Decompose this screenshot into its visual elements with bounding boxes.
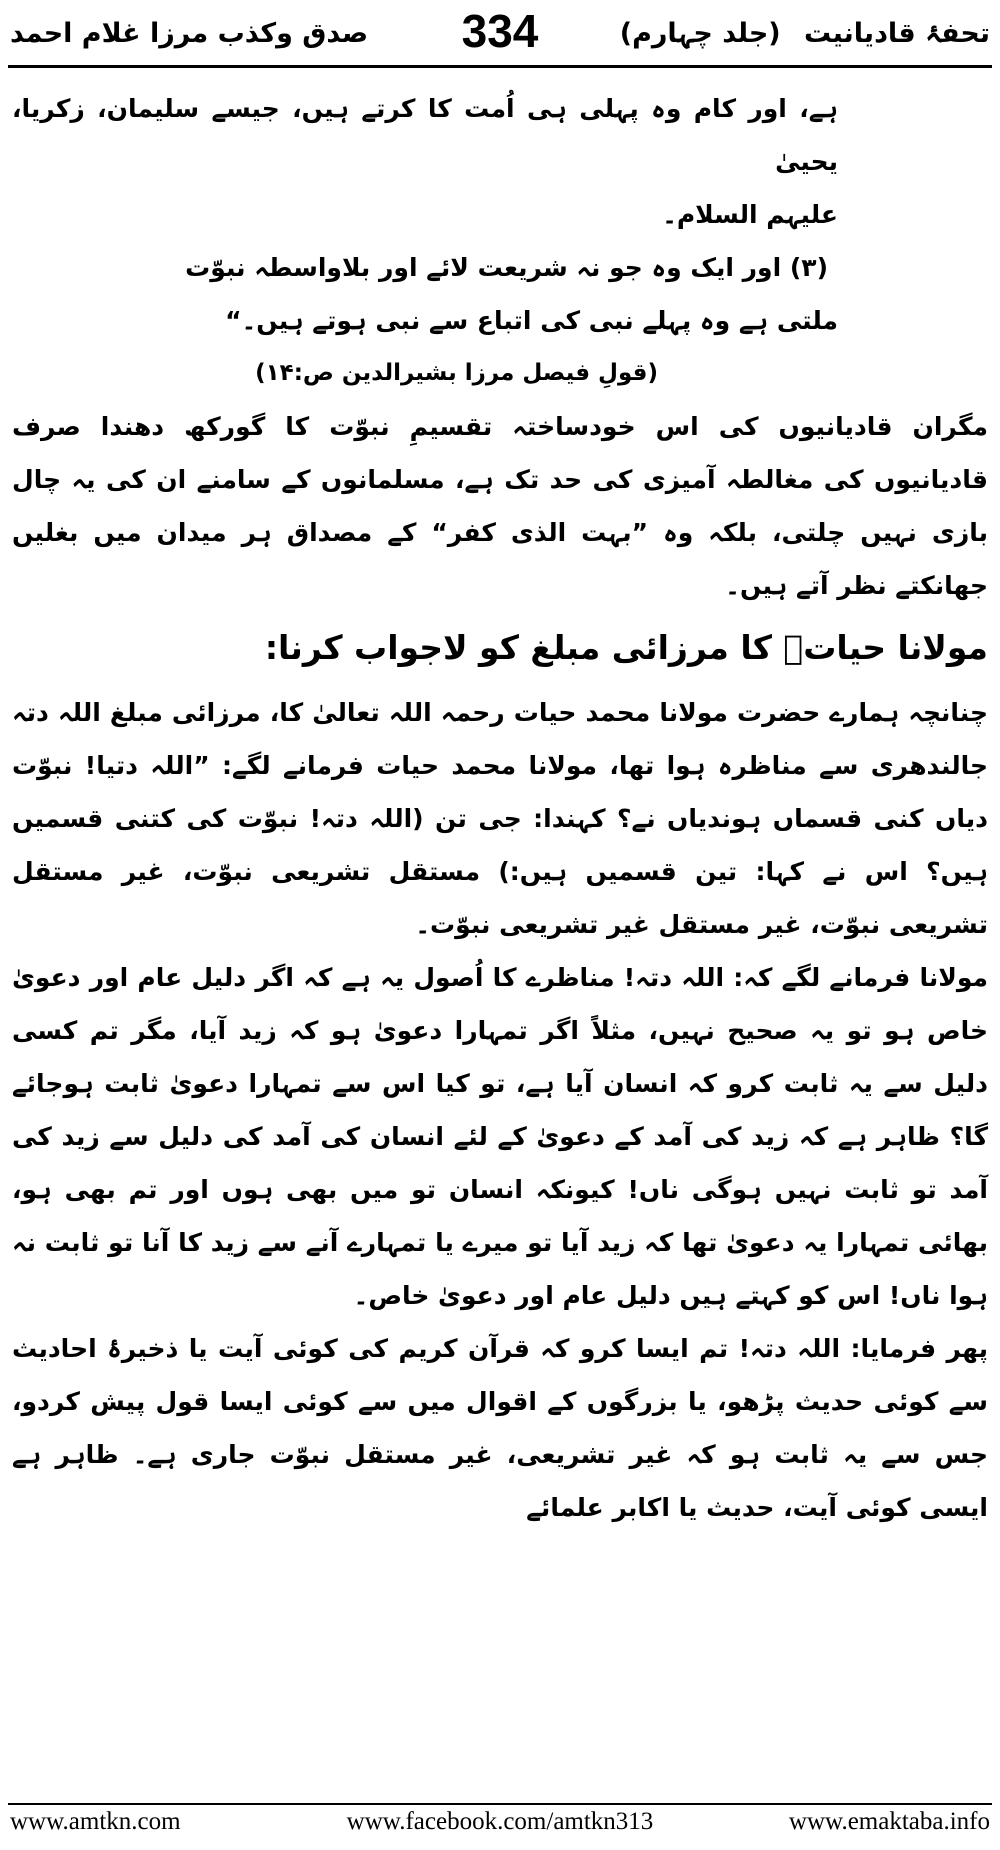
subheading: مولانا حیاتؒ کا مرزائی مبلغ کو لاجواب کرنا:: [264, 628, 988, 667]
footer-link-facebook[interactable]: www.facebook.com/amtkn313: [346, 1808, 654, 1835]
citation: (قولِ فیصل مرزا بشیرالدین ص:۱۴): [255, 360, 658, 386]
section-title: صدق وکذب مرزا غلام احمد: [10, 18, 369, 49]
book-title: تحفۂ قادیانیت: [804, 18, 990, 49]
quoted-block: [12, 82, 988, 400]
page-number: 334: [461, 5, 539, 57]
page-content: [12, 82, 988, 1534]
footer-link-amtkn[interactable]: www.amtkn.com: [10, 1808, 181, 1835]
footer-divider: [8, 1803, 992, 1805]
footer-link-emaktaba[interactable]: www.emaktaba.info: [788, 1808, 990, 1835]
quote-line: ملتی ہے وہ پہلے نبی کی اتباع سے نبی ہوتے ہیں۔“: [225, 306, 838, 335]
paragraph: مگران قادیانیوں کی اس خودساختہ تقسیمِ نبوّت کا گورکھ دھندا صرف قادیانیوں کی مغالطہ آمیزی کی حد تک ہے، مسلمانوں کے سامنے ان کی یہ چال بازی نہیں چلتی، بلکہ وہ ”بہت الذی کفر“ کے مصداق ہر میدان میں بغلیں جھانکتے نظر آتے ہیں۔: [12, 412, 988, 600]
header-divider: [8, 65, 992, 68]
page-header: [10, 5, 990, 60]
quote-line: علیہم السلام۔: [662, 200, 838, 229]
paragraph: مولانا فرمانے لگے کہ: اللہ دتہ! مناظرے کا اُصول یہ ہے کہ اگر دلیل عام اور دعویٰ خاص ہو تو یہ صحیح نہیں، مثلاً اگر تمہارا دعویٰ ہو کہ زید آیا، مگر تم کسی دلیل سے یہ ثابت کرو کہ انسان آیا ہے، تو کیا اس سے تمہارا دعویٰ ثابت ہوجائے گا؟ ظاہر ہے کہ زید کی آمد کے دعویٰ کے لئے انسان کی آمد کی دلیل سے زید کی آمد تو ثابت نہیں ہوگی ناں! کیونکہ انسان تو میں بھی ہوں اور تم بھی ہو، بھائی تمہارا یہ دعویٰ تھا کہ زید آیا تو میرے یا تمہارے آنے سے زید کا آنا تو ثابت نہ ہوا ناں! اس کو کہتے ہیں دلیل عام اور دعویٰ خاص۔: [12, 963, 988, 1310]
paragraph: پھر فرمایا: اللہ دتہ! تم ایسا کرو کہ قرآن کریم کی کوئی آیت یا ذخیرۂ احادیث سے کوئی حدیث پڑھو، یا بزرگوں کے اقوال میں سے کوئی ایسا قول پیش کردو، جس سے یہ ثابت ہو کہ غیر تشریعی، غیر مستقل نبوّت جاری ہے۔ ظاہر ہے ایسی کوئی آیت، حدیث یا اکابر علمائے: [12, 1334, 988, 1522]
quote-line: ہے، اور کام وہ پہلی ہی اُمت کا کرتے ہیں، جیسے سلیمان، زکریا، یحییٰ: [12, 94, 838, 176]
page-footer: [10, 1808, 990, 1842]
paragraph: چنانچہ ہمارے حضرت مولانا محمد حیات رحمہ اللہ تعالیٰ کا، مرزائی مبلغ اللہ دتہ جالندھری سے مناظرہ ہوا تھا، مولانا محمد حیات فرمانے لگے: ”اللہ دتیا! نبوّت دیاں کنی قسماں ہوندیاں نے؟ کہندا: جی تن (اللہ دتہ! نبوّت کی کتنی قسمیں ہیں؟ اس نے کہا: تین قسمیں ہیں:) مستقل تشریعی نبوّت، غیر مستقل تشریعی نبوّت، غیر مستقل غیر تشریعی نبوّت۔: [12, 698, 988, 939]
quote-line: (۳) اور ایک وہ جو نہ شریعت لائے اور بلاواسطہ نبوّت: [185, 253, 828, 282]
volume-label: (جلد چہارم): [619, 18, 781, 49]
